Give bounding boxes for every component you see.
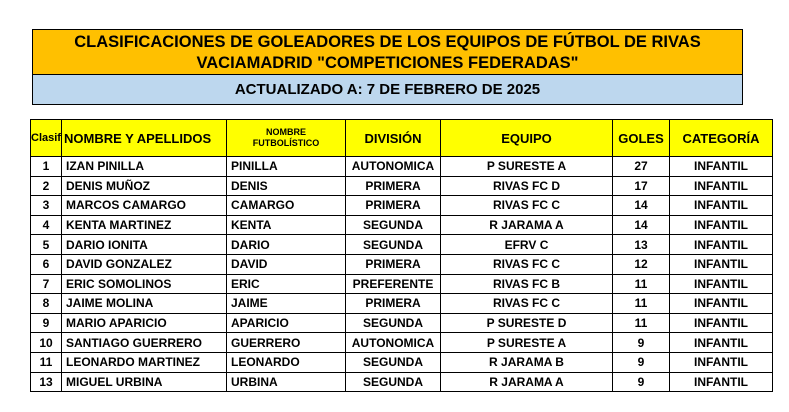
cell-pos: 11 (31, 352, 62, 372)
cell-goles: 9 (613, 333, 670, 353)
cell-nombre: SANTIAGO GUERRERO (62, 333, 227, 353)
cell-pos: 1 (31, 157, 62, 177)
cell-equipo: P SURESTE A (441, 333, 613, 353)
cell-futbolistico: PINILLA (227, 157, 346, 177)
cell-futbolistico: URBINA (227, 372, 346, 392)
cell-equipo: P SURESTE D (441, 313, 613, 333)
cell-futbolistico: APARICIO (227, 313, 346, 333)
cell-goles: 11 (613, 294, 670, 314)
cell-goles: 27 (613, 157, 670, 177)
table-row (31, 196, 773, 216)
cell-nombre: KENTA MARTINEZ (62, 215, 227, 235)
table-row (31, 235, 773, 255)
cell-equipo: RIVAS FC C (441, 254, 613, 274)
col-header-futbolistico-line2: FUTBOLÍSTICO (252, 138, 320, 148)
cell-division: PRIMERA (346, 254, 441, 274)
cell-categoria: INFANTIL (670, 254, 773, 274)
cell-categoria: INFANTIL (670, 274, 773, 294)
cell-categoria: INFANTIL (670, 215, 773, 235)
cell-equipo: RIVAS FC C (441, 196, 613, 216)
cell-goles: 11 (613, 313, 670, 333)
cell-equipo: R JARAMA A (441, 372, 613, 392)
title-banner (32, 29, 743, 75)
cell-division: SEGUNDA (346, 313, 441, 333)
cell-division: AUTONOMICA (346, 333, 441, 353)
title-line-2: VACIAMADRID "COMPETICIONES FEDERADAS" (196, 54, 579, 72)
cell-nombre: ERIC SOMOLINOS (62, 274, 227, 294)
table-body (31, 157, 773, 392)
cell-equipo: R JARAMA B (441, 352, 613, 372)
cell-categoria: INFANTIL (670, 333, 773, 353)
cell-pos: 4 (31, 215, 62, 235)
cell-division: PRIMERA (346, 294, 441, 314)
table-row (31, 333, 773, 353)
cell-division: AUTONOMICA (346, 157, 441, 177)
cell-equipo: EFRV C (441, 235, 613, 255)
cell-goles: 12 (613, 254, 670, 274)
cell-division: PRIMERA (346, 196, 441, 216)
cell-division: PREFERENTE (346, 274, 441, 294)
cell-categoria: INFANTIL (670, 313, 773, 333)
cell-goles: 9 (613, 352, 670, 372)
table-row (31, 254, 773, 274)
cell-categoria: INFANTIL (670, 176, 773, 196)
cell-pos: 9 (31, 313, 62, 333)
cell-nombre: MIGUEL URBINA (62, 372, 227, 392)
cell-goles: 17 (613, 176, 670, 196)
cell-futbolistico: DARIO (227, 235, 346, 255)
cell-equipo: RIVAS FC C (441, 294, 613, 314)
cell-nombre: DARIO IONITA (62, 235, 227, 255)
col-header-nombre: NOMBRE Y APELLIDOS (62, 120, 227, 157)
cell-division: PRIMERA (346, 176, 441, 196)
cell-pos: 8 (31, 294, 62, 314)
cell-nombre: MARCOS CAMARGO (62, 196, 227, 216)
cell-pos: 13 (31, 372, 62, 392)
cell-goles: 13 (613, 235, 670, 255)
cell-equipo: R JARAMA A (441, 215, 613, 235)
cell-goles: 14 (613, 196, 670, 216)
cell-futbolistico: KENTA (227, 215, 346, 235)
cell-categoria: INFANTIL (670, 235, 773, 255)
cell-pos: 3 (31, 196, 62, 216)
cell-futbolistico: CAMARGO (227, 196, 346, 216)
col-header-futbolistico (227, 120, 346, 157)
cell-goles: 14 (613, 215, 670, 235)
cell-futbolistico: GUERRERO (227, 333, 346, 353)
cell-categoria: INFANTIL (670, 372, 773, 392)
cell-division: SEGUNDA (346, 372, 441, 392)
cell-nombre: DENIS MUÑOZ (62, 176, 227, 196)
table-header-row (31, 120, 773, 157)
cell-nombre: MARIO APARICIO (62, 313, 227, 333)
table-row (31, 215, 773, 235)
cell-futbolistico: DENIS (227, 176, 346, 196)
cell-pos: 2 (31, 176, 62, 196)
cell-futbolistico: ERIC (227, 274, 346, 294)
table-row (31, 372, 773, 392)
title-line-1: CLASIFICACIONES DE GOLEADORES DE LOS EQUIPOS DE FÚTBOL DE RIVAS (74, 33, 701, 51)
cell-futbolistico: DAVID (227, 254, 346, 274)
cell-categoria: INFANTIL (670, 157, 773, 177)
table-row (31, 157, 773, 177)
col-header-categoria: CATEGORÍA (670, 120, 773, 157)
table-row (31, 176, 773, 196)
cell-pos: 7 (31, 274, 62, 294)
cell-division: SEGUNDA (346, 235, 441, 255)
col-header-division: DIVISIÓN (346, 120, 441, 157)
cell-equipo: RIVAS FC D (441, 176, 613, 196)
cell-division: SEGUNDA (346, 215, 441, 235)
cell-categoria: INFANTIL (670, 294, 773, 314)
table-row (31, 294, 773, 314)
cell-nombre: JAIME MOLINA (62, 294, 227, 314)
cell-pos: 5 (31, 235, 62, 255)
scorers-table (30, 119, 773, 392)
col-header-futbolistico-line1: NOMBRE (266, 127, 306, 137)
table-row (31, 313, 773, 333)
cell-nombre: DAVID GONZALEZ (62, 254, 227, 274)
cell-categoria: INFANTIL (670, 352, 773, 372)
cell-nombre: LEONARDO MARTINEZ (62, 352, 227, 372)
table-row (31, 352, 773, 372)
table-row (31, 274, 773, 294)
cell-equipo: P SURESTE A (441, 157, 613, 177)
updated-text: ACTUALIZADO A: 7 DE FEBRERO DE 2025 (234, 81, 541, 98)
col-header-goles: GOLES (613, 120, 670, 157)
cell-pos: 6 (31, 254, 62, 274)
cell-futbolistico: JAIME (227, 294, 346, 314)
updated-banner (32, 75, 743, 105)
cell-equipo: RIVAS FC B (441, 274, 613, 294)
col-header-equipo: EQUIPO (441, 120, 613, 157)
cell-goles: 11 (613, 274, 670, 294)
cell-division: SEGUNDA (346, 352, 441, 372)
cell-pos: 10 (31, 333, 62, 353)
cell-goles: 9 (613, 372, 670, 392)
col-header-clasif: Clasif (31, 120, 62, 157)
cell-nombre: IZAN PINILLA (62, 157, 227, 177)
cell-categoria: INFANTIL (670, 196, 773, 216)
cell-futbolistico: LEONARDO (227, 352, 346, 372)
